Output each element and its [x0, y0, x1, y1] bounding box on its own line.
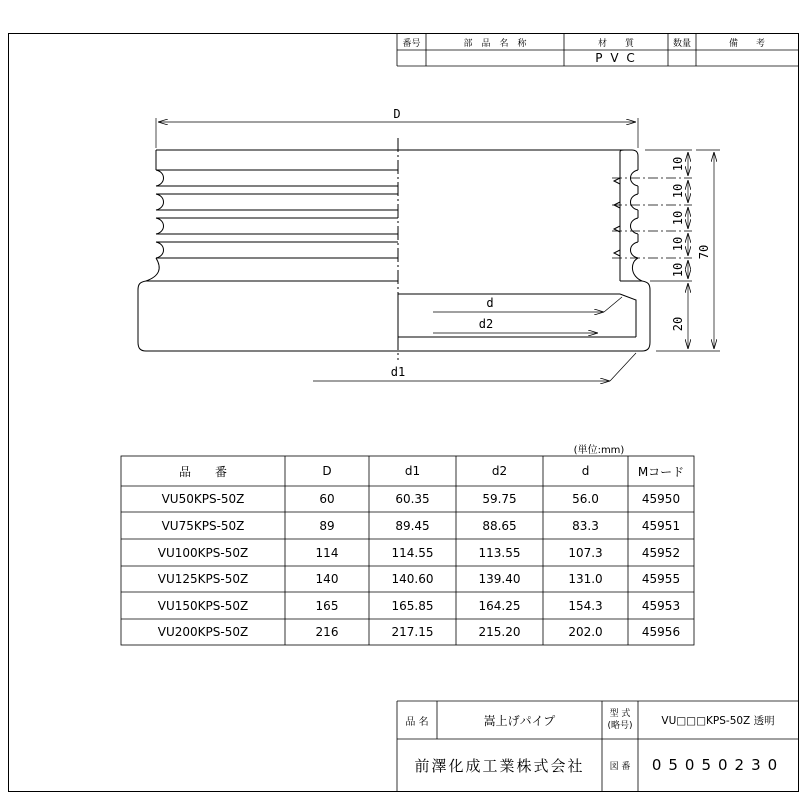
spec-cell-part-number: VU150KPS-50Z: [157, 598, 249, 613]
title-model-value: VU□□□KPS-50Z 透明: [661, 714, 775, 727]
parts-header-material: 材 質: [597, 38, 634, 49]
spec-cell-d2: 215.20: [478, 625, 521, 639]
spec-header-part-number: 品 番: [178, 464, 227, 479]
parts-header-part-name: 部 品 名 称: [463, 38, 527, 49]
spec-cell-d1: 217.15: [391, 625, 434, 639]
spec-cell-d2: 113.55: [478, 545, 521, 560]
parts-row-material: P V C: [595, 51, 637, 65]
dim-label-10-e: 10: [671, 262, 685, 278]
dim-label-10-d: 10: [671, 236, 685, 252]
spec-cell-d1: 165.85: [391, 598, 434, 613]
dim-label-D: D: [393, 107, 401, 121]
spec-cell-d1: 140.60: [391, 572, 434, 586]
spec-cell-m-code: 45952: [641, 545, 681, 560]
spec-cell-D: 216: [315, 625, 339, 639]
dim-label-d2: d2: [478, 317, 494, 331]
spec-cell-m-code: 45951: [641, 518, 681, 533]
spec-cell-d1: 89.45: [395, 518, 430, 533]
dim-label-10-b: 10: [671, 183, 685, 199]
parts-header-remarks: 備 考: [728, 38, 765, 49]
spec-header-d: d: [581, 464, 590, 478]
parts-row-number: [397, 50, 426, 66]
spec-cell-part-number: VU75KPS-50Z: [161, 518, 245, 533]
spec-header-d2: d2: [491, 464, 508, 478]
spec-cell-D: 89: [319, 518, 335, 533]
spec-cell-d: 107.3: [568, 545, 603, 560]
title-model-label-line1: 型 式: [609, 709, 631, 719]
spec-cell-d1: 114.55: [391, 545, 434, 560]
spec-cell-part-number: VU50KPS-50Z: [161, 492, 245, 506]
spec-cell-D: 165: [315, 598, 339, 613]
spec-cell-part-number: VU125KPS-50Z: [157, 572, 249, 586]
part-section-drawing: [138, 138, 650, 360]
drawing-number-label: 図 番: [609, 761, 631, 772]
spec-cell-m-code: 45953: [641, 598, 681, 613]
spec-cell-d1: 60.35: [395, 492, 430, 506]
spec-header-m-code: Mコード: [637, 464, 685, 479]
dim-label-d: d: [486, 296, 494, 310]
company-name: 前澤化成工業株式会社: [414, 756, 585, 775]
spec-cell-d: 154.3: [568, 598, 603, 613]
dim-label-10-a: 10: [671, 156, 685, 172]
spec-cell-m-code: 45955: [641, 572, 681, 586]
spec-cell-d: 131.0: [568, 572, 603, 586]
drawing-number: 05050230: [651, 756, 785, 774]
unit-note: (単位:mm): [573, 444, 625, 456]
spec-cell-part-number: VU200KPS-50Z: [157, 625, 249, 639]
spec-cell-D: 114: [315, 545, 339, 560]
spec-cell-d: 83.3: [572, 518, 599, 533]
spec-cell-d2: 164.25: [478, 598, 521, 613]
dim-label-70: 70: [697, 244, 711, 260]
dim-label-d1: d1: [390, 365, 406, 379]
spec-cell-d2: 88.65: [482, 518, 517, 533]
spec-cell-part-number: VU100KPS-50Z: [157, 545, 249, 560]
dim-label-10-c: 10: [671, 210, 685, 226]
title-name-label: 品 名: [405, 716, 429, 728]
parts-row-remarks: [696, 50, 798, 66]
title-model-label: [602, 703, 638, 737]
spec-cell-D: 60: [319, 492, 335, 506]
spec-header-D: D: [322, 464, 332, 478]
title-model-label-line2: (略号): [607, 721, 633, 731]
spec-cell-D: 140: [315, 572, 339, 586]
sheet-border: [9, 34, 799, 792]
parts-header-quantity: 数量: [672, 38, 691, 49]
parts-row-part-name: [426, 50, 564, 66]
spec-cell-m-code: 45950: [641, 492, 681, 506]
spec-cell-d: 56.0: [572, 492, 599, 506]
spec-header-d1: d1: [404, 464, 421, 478]
spec-cell-m-code: 45956: [641, 625, 681, 639]
parts-header-number: 番号: [402, 38, 421, 49]
spec-cell-d2: 59.75: [482, 492, 517, 506]
dim-label-20: 20: [671, 316, 685, 332]
spec-cell-d2: 139.40: [478, 572, 521, 586]
spec-cell-d: 202.0: [568, 625, 603, 639]
title-name-value: 嵩上げパイプ: [483, 713, 556, 728]
dimension-lines: [156, 118, 720, 381]
parts-row-quantity: [668, 50, 696, 66]
